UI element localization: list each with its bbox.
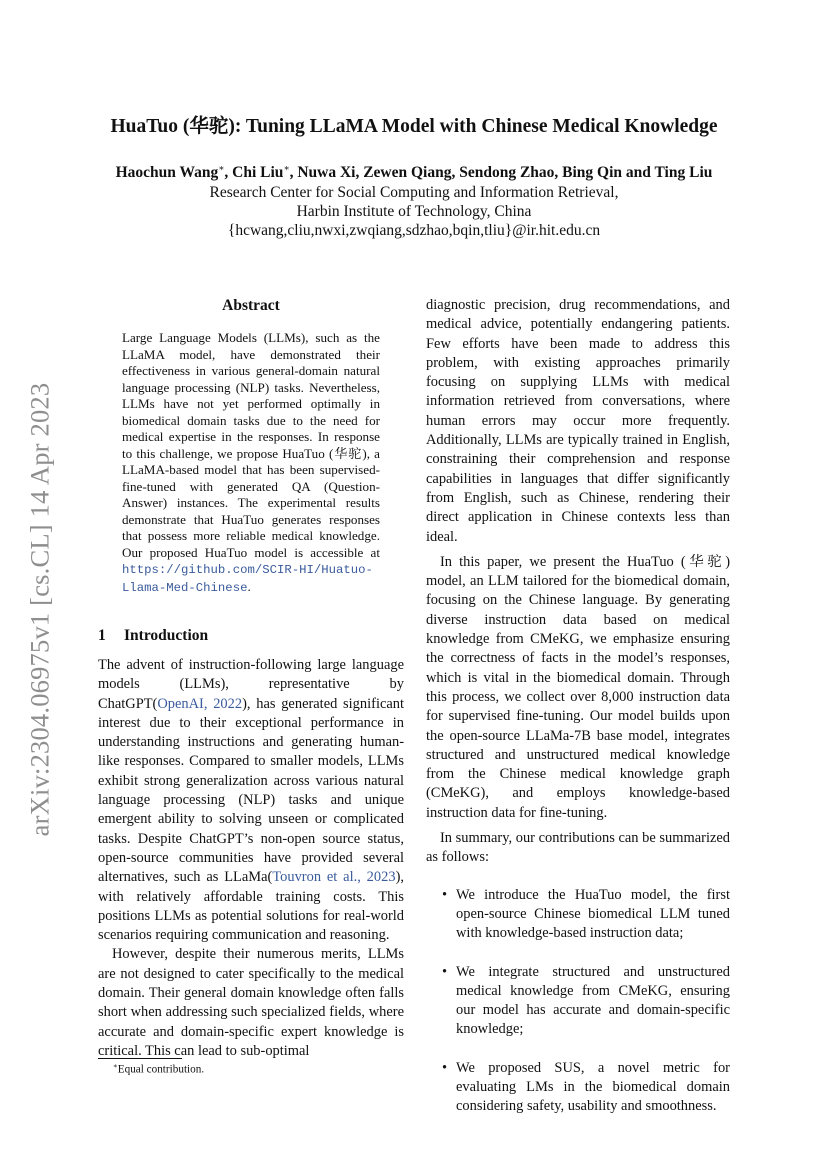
footnote-rule (98, 1058, 182, 1059)
arxiv-id-text: arXiv:2304.06975v1 [cs.CL] 14 Apr 2023 (24, 382, 55, 836)
author-name: Chi Liu (232, 164, 284, 182)
abstract-period: . (247, 578, 251, 594)
section-title: Introduction (124, 627, 209, 644)
affiliation-line: Harbin Institute of Technology, China (296, 203, 532, 220)
intro-paragraph: In this paper, we present the HuaTuo (华驼) model, an LLM tailored for the biomedical domain, focusing on the Chinese language. By generating diverse instruction data based on medical knowledge from CMeKG, we emphasize ensuring the correctness of facts in the model’s responses, which is vital in the biomedical domain. Through this process, we collect over 8,000 instruction data for supervised fine-tuning. Our model builds upon the open-source LLaMa-7B base model, integrates structured and unstructured medical knowledge from the Chinese medical knowledge graph (CMeKG), and employs knowledge-based instruction data for fine-tuning. (426, 553, 730, 821)
footnote-text: Equal contribution. (117, 1063, 205, 1076)
bullet-marker: • (442, 886, 448, 903)
abstract-heading: Abstract (222, 297, 280, 314)
intro-paragraph: diagnostic precision, drug recommendations, and medical advice, potentially endangering patients. Few efforts have been made to address this problem, with existing approaches primarily focusing on supplying LLMs with medical information retrieved from conversations, where human errors may occur more frequently. Additionally, LLMs are typically trained in English, constraining their comprehension and response capabilities in languages that differ significantly from English, such as Chinese, rendering their direct application in Chinese contexts less than ideal. (426, 297, 730, 545)
intro-paragraph (98, 656, 404, 945)
contribution-list (426, 886, 730, 1117)
author-list: Haochun Wang∗, Chi Liu∗, Nuwa Xi, Zewen Qiang, Sendong Zhao, Bing Qin and Ting Liu (115, 163, 713, 182)
section-heading (98, 627, 208, 645)
author-name: Haochun Wang (115, 164, 219, 182)
list-item-text: We introduce the HuaTuo model, the first open-source Chinese biomedical LLM tuned with knowledge-based instruction data; (456, 886, 730, 942)
footnote (113, 1062, 204, 1076)
paragraph-text: ), has generated significant interest due to their exceptional performance in understanding instructions and generating human-like responses. Compared to smaller models, LLMs exhibit strong generalization across various natural language processing (NLP) tasks and unique emergent ability to solving unseen or complicated tasks. Despite ChatGPT’s non-open source status, open-source communities have provided several alternatives, such as LLaMa( (98, 695, 404, 886)
list-item (426, 886, 730, 944)
abstract-text: Large Language Models (LLMs), such as the LLaMA model, have demonstrated their effectiveness in various general-domain natural language processing (NLP) tasks. Nevertheless, LLMs have not yet performed optimally in biomedical domain tasks due to the need for medical expertise in the responses. In response to this challenge, we propose HuaTuo (华驼), a LLaMA-based model that has been supervised-fine-tuned with generated QA (Question-Answer) instances. The experimental results demonstrate that HuaTuo generates responses that possess more reliable medical knowledge. Our proposed HuaTuo model is accessible at (122, 330, 380, 560)
author-emails: {hcwang,cliu,nwxi,zwqiang,sdzhao,bqin,tliu}@ir.hit.edu.cn (227, 222, 601, 239)
list-item-text: We proposed SUS, a novel metric for evaluating LMs in the biomedical domain considering safety, usability and smoothness. (456, 1059, 730, 1115)
bullet-marker: • (442, 1059, 448, 1076)
affiliation-line: Research Center for Social Computing and Information Retrieval, (209, 184, 619, 201)
paragraph-text: The advent of instruction-following large language models (LLMs), representative by ChatGPT( (98, 657, 404, 712)
section-number: 1 (98, 627, 106, 644)
list-item (426, 1059, 730, 1117)
repository-link[interactable]: https://github.com/SCIR-HI/Huatuo-Llama-Med-Chinese (122, 563, 373, 595)
intro-paragraph: In summary, our contributions can be summarized as follows: (426, 830, 730, 866)
equal-contribution-mark: ∗ (218, 163, 225, 173)
author-name: Nuwa Xi, Zewen Qiang, Sendong Zhao, Bing Qin and Ting Liu (297, 164, 713, 182)
list-item-text: We integrate structured and unstructured medical knowledge from CMeKG, ensuring our model has accurate and domain-specific knowledge; (456, 963, 730, 1038)
citation-link[interactable]: OpenAI, 2022 (157, 695, 243, 712)
arxiv-identifier (18, 366, 62, 852)
citation-link[interactable]: Touvron et al., 2023 (272, 869, 396, 886)
intro-left-column (98, 656, 404, 1061)
intro-right-column (426, 296, 730, 1136)
equal-contribution-mark: ∗ (283, 163, 290, 173)
bullet-marker: • (442, 963, 448, 980)
abstract-body (122, 330, 380, 596)
paragraph-text: ), with relatively affordable training costs. This positions LLMs as potential solutions for real-world scenarios requiring communication and reasoning. (98, 869, 404, 944)
paper-title: HuaTuo (华驼): Tuning LLaMA Model with Chinese Medical Knowledge (110, 116, 718, 137)
intro-paragraph: However, despite their numerous merits, LLMs are not designed to cater specifically to the medical domain. Their general domain knowledge often falls short when addressing such specialized fields, where accurate and domain-specific expert knowledge is critical. This can lead to sub-optimal (98, 946, 404, 1059)
list-item (426, 963, 730, 1040)
footnote-mark: ∗ (113, 1062, 118, 1070)
